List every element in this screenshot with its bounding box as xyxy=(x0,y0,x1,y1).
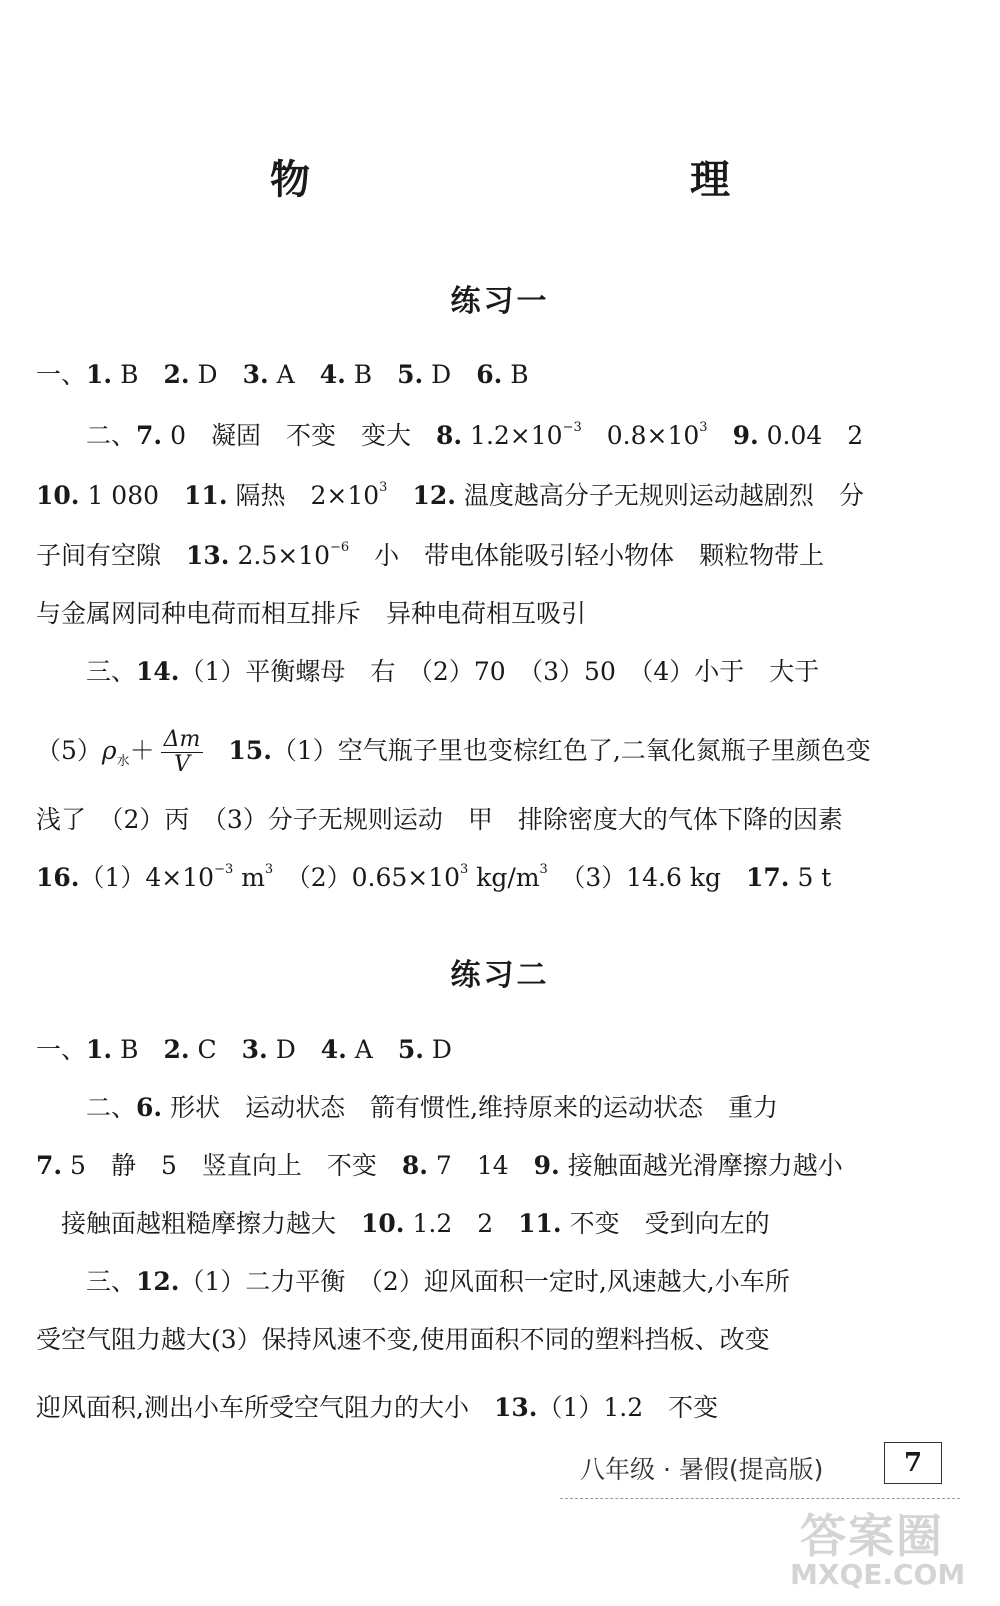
section-1-heading: 练习一 xyxy=(450,284,550,319)
section-1-line: 三、14.（1）平衡螺母 右 （2）70 （3）50 （4）小于 大于 xyxy=(36,657,820,686)
section-2-line: 接触面越粗糙摩擦力越大 10. 1.2 2 11. 不变 受到向左的 xyxy=(36,1209,770,1238)
section-2-line: 受空气阻力越大(3）保持风速不变,使用面积不同的塑料挡板、改变 xyxy=(36,1325,770,1354)
footer-label: 八年级 · 暑假(提高版) xyxy=(580,1455,824,1484)
section-1-line: 浅了 （2）丙 （3）分子无规则运动 甲 排除密度大的气体下降的因素 xyxy=(36,805,843,834)
watermark-bottom-text: MXQE.COM xyxy=(790,1558,966,1591)
section-2-heading: 练习二 xyxy=(450,958,550,993)
footer-divider xyxy=(560,1498,960,1499)
watermark-logo xyxy=(790,1500,970,1595)
section-1-line: 与金属网同种电荷而相互排斥 异种电荷相互吸引 xyxy=(36,599,587,628)
section-1-line: 子间有空隙 13. $2.5\times 10^{-6}$ 小 带电体能吸引轻小物体 颗粒物带上 xyxy=(36,540,825,570)
section-1-line: $16.(1)4\times 10^{-3}$ $m^3$ $(2)0.65\times 10^3$ $kg/m^3$ （3）14.6 kg 17. 5 t xyxy=(36,862,832,892)
section-2-line: 三、12.（1）二力平衡 （2）迎风面积一定时,风速越大,小车所 xyxy=(36,1267,790,1296)
section-2-line: 一、1. B 2. C 3. D 4. A 5. D xyxy=(36,1035,452,1064)
section-1-line: 一、1. B 2. D 3. A 4. B 5. D 6. B xyxy=(36,360,529,389)
page-title: 物 理 xyxy=(270,157,830,203)
watermark-top-text: 答案圈 xyxy=(800,1509,944,1563)
section-1-line: 二、7. 0 凝固 不变 变大 8. $1.2\times 10^{-3}$ $0.8\times 10^3$ 9. 0.04 2 xyxy=(36,420,864,450)
section-1-line: $(5)\rho_水+$ $\frac{\Delta m}{V}$ 15.（1）空气瓶子里也变棕红色了,二氧化氮瓶子里颜色变 xyxy=(36,727,871,777)
section-2-line: 7. 5 静 5 竖直向上 不变 8. 7 14 9. 接触面越光滑摩擦力越小 xyxy=(36,1151,843,1180)
page-number: 7 xyxy=(884,1442,942,1484)
section-2-line: 二、6. 形状 运动状态 箭有惯性,维持原来的运动状态 重力 xyxy=(36,1093,779,1122)
section-2-line: 迎风面积,测出小车所受空气阻力的大小 13.（1）1.2 不变 xyxy=(36,1393,719,1422)
section-1-line: 10. 1 080 11. 隔热 $2\times 10^3$ 12. 温度越高分子无规则运动越剧烈 分 xyxy=(36,480,864,510)
